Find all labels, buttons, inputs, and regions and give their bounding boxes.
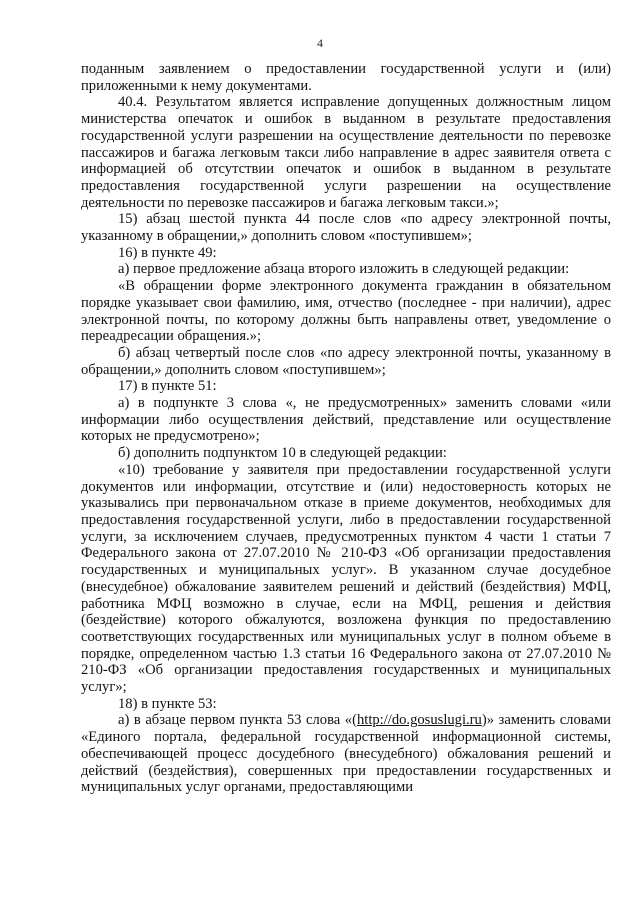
page-number: 4 bbox=[317, 36, 323, 50]
paragraph: б) абзац четвертый после слов «по адресу электронной почты, указанному в обращении,» дополнить словом «поступившем»; bbox=[81, 344, 611, 378]
paragraph: 18) в пункте 53: bbox=[118, 695, 217, 712]
paragraph: 16) в пункте 49: bbox=[118, 244, 217, 261]
paragraph: 17) в пункте 51: bbox=[118, 378, 217, 395]
paragraph: а) первое предложение абзаца второго изложить в следующей редакции: bbox=[118, 261, 570, 278]
paragraph: а) в подпункте 3 слова «, не предусмотренных» заменить словами «или информации либо осуществления действий, представление или осуществление которых не предусмотрено»; bbox=[81, 395, 611, 445]
gosuslugi-link[interactable]: http://do.gosuslugi.ru bbox=[356, 712, 482, 729]
paragraph: 40.4. Результатом является исправление допущенных должностным лицом министерства опечаток и ошибок в выданном в результате предоставления государственной услуги разрешении на осуществление деятельности по перевозке пассажиров и багажа легковым такси либо направление в адрес заявителя ответа с информацией об отсутствии опечаток и ошибок в выданном в результате предоставления государственной услуги разрешении на осуществление деятельности по перевозке пассажиров и багажа легковым такси.»; bbox=[81, 94, 611, 211]
paragraph: 15) абзац шестой пункта 44 после слов «по адресу электронной почты, указанному в обращении,» дополнить словом «поступившем»; bbox=[81, 211, 611, 245]
paragraph-text: )» заменить словами «Единого портала, федеральной государственной информационной системы, обеспечивающей процесс досудебного (внесудебного) обжалования решений и действий (бездействия), совершенных при предоставлении государственных и муниципальных услуг органами, предоставляющими bbox=[81, 712, 611, 796]
paragraph: поданным заявлением о предоставлении государственной услуги и (или) приложенными к нему документами. bbox=[81, 61, 611, 94]
paragraph: «В обращении форме электронного документа гражданин в обязательном порядке указывает свои фамилию, имя, отчество (последнее - при наличии), адрес электронной почты, по которому должны быть направлены ответ, уведомление о переадресации обращения.»; bbox=[81, 278, 611, 345]
paragraph: б) дополнить подпунктом 10 в следующей редакции: bbox=[118, 445, 447, 462]
paragraph: «10) требование у заявителя при предоставлении государственной услуги документов или информации, отсутствие и (или) недостоверность которых не указывались при первоначальном отказе в приеме документов, необходимых для предоставления государственной услуги, либо в предоставлении государственной услуги, за исключением случаев, предусмотренных пунктом 4 части 1 статьи 7 Федерального закона от 27.07.2010 № 210-ФЗ «Об организации предоставления государственных и муниципальных услуг». В указанном случае досудебное (внесудебное) обжалование заявителем решений и действий (бездействия) МФЦ, работника МФЦ возможно в случае, если на МФЦ, решения и действия (бездействие) которого обжалуются, возложена функция по предоставлению соответствующих государственных или муниципальных услуг в полном объеме в порядке, определенном частью 1.3 статьи 16 Федерального закона от 27.07.2010 № 210-ФЗ «Об организации предоставления государственных и муниципальных услуг»; bbox=[81, 461, 611, 696]
paragraph-text: а) в абзаце первом пункта 53 слова «( bbox=[118, 712, 357, 729]
document-body bbox=[81, 61, 611, 796]
paragraph-last bbox=[81, 712, 611, 796]
